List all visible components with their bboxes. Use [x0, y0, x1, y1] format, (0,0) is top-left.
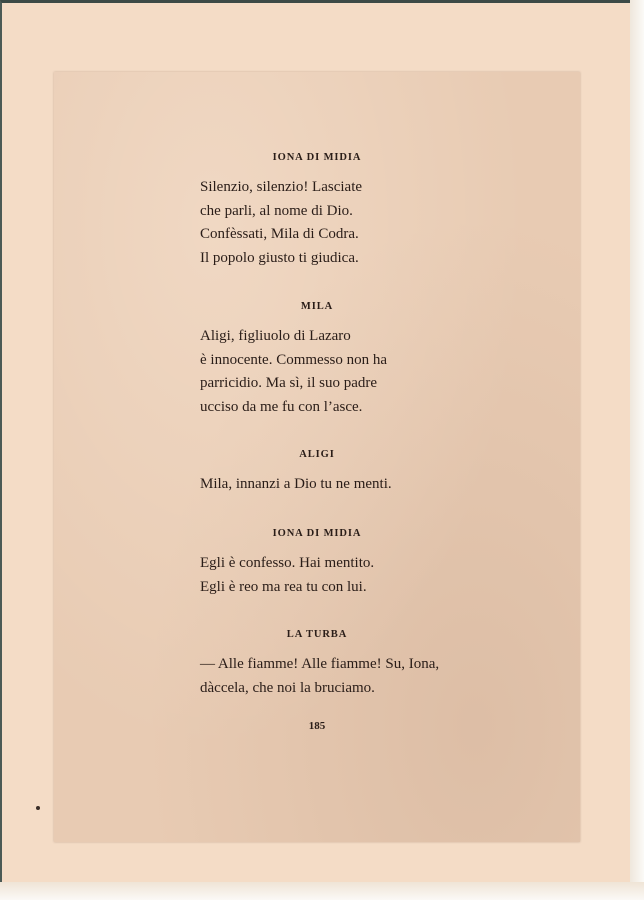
verse-line: dàccela, che noi la bruciamo. — [200, 679, 375, 696]
verse-line: è innocente. Commesso non ha — [200, 351, 388, 368]
verse-lines — [54, 176, 580, 270]
verse-lines — [54, 552, 580, 599]
verse-line: Egli è confesso. Hai mentito. — [200, 555, 375, 571]
scan-bottom-margin — [0, 882, 644, 900]
speaker-name: MILA — [300, 301, 334, 312]
section-la-turba — [54, 629, 580, 700]
scan-right-margin — [630, 0, 644, 900]
verse-lines — [54, 473, 580, 497]
verse-line: che parli, al nome di Dio. — [200, 202, 353, 219]
verse-line: parricidio. Ma sì, il suo padre — [200, 375, 378, 392]
verse-line: Egli è reo ma rea tu con lui. — [200, 578, 367, 595]
section-aligi — [54, 449, 580, 497]
speaker-name: LA TURBA — [286, 629, 348, 640]
speaker-name: IONA DI MIDIA — [272, 528, 362, 539]
verse-line: Silenzio, silenzio! Lasciate — [200, 179, 363, 195]
section-mila — [54, 301, 580, 419]
section-iona-di-midia-1 — [54, 152, 580, 270]
verse-lines — [54, 653, 580, 700]
speaker-name: IONA DI MIDIA — [272, 152, 362, 163]
verse-lines — [54, 325, 580, 419]
page-number: 185 — [308, 720, 326, 732]
speaker-name: ALIGI — [299, 449, 335, 460]
verse-line: Il popolo giusto ti giudica. — [200, 249, 359, 266]
verse-line: ucciso da me fu con l’asce. — [200, 398, 363, 415]
section-iona-di-midia-2 — [54, 528, 580, 599]
verse-line: Confèssati, Mila di Codra. — [200, 226, 359, 243]
scan-speck — [36, 806, 40, 810]
book-page — [54, 72, 580, 842]
verse-line: Aligi, figliuolo di Lazaro — [200, 328, 351, 344]
verse-line: Mila, innanzi a Dio tu ne menti. — [200, 476, 392, 492]
verse-line: — Alle fiamme! Alle fiamme! Su, Iona, — [200, 656, 440, 672]
